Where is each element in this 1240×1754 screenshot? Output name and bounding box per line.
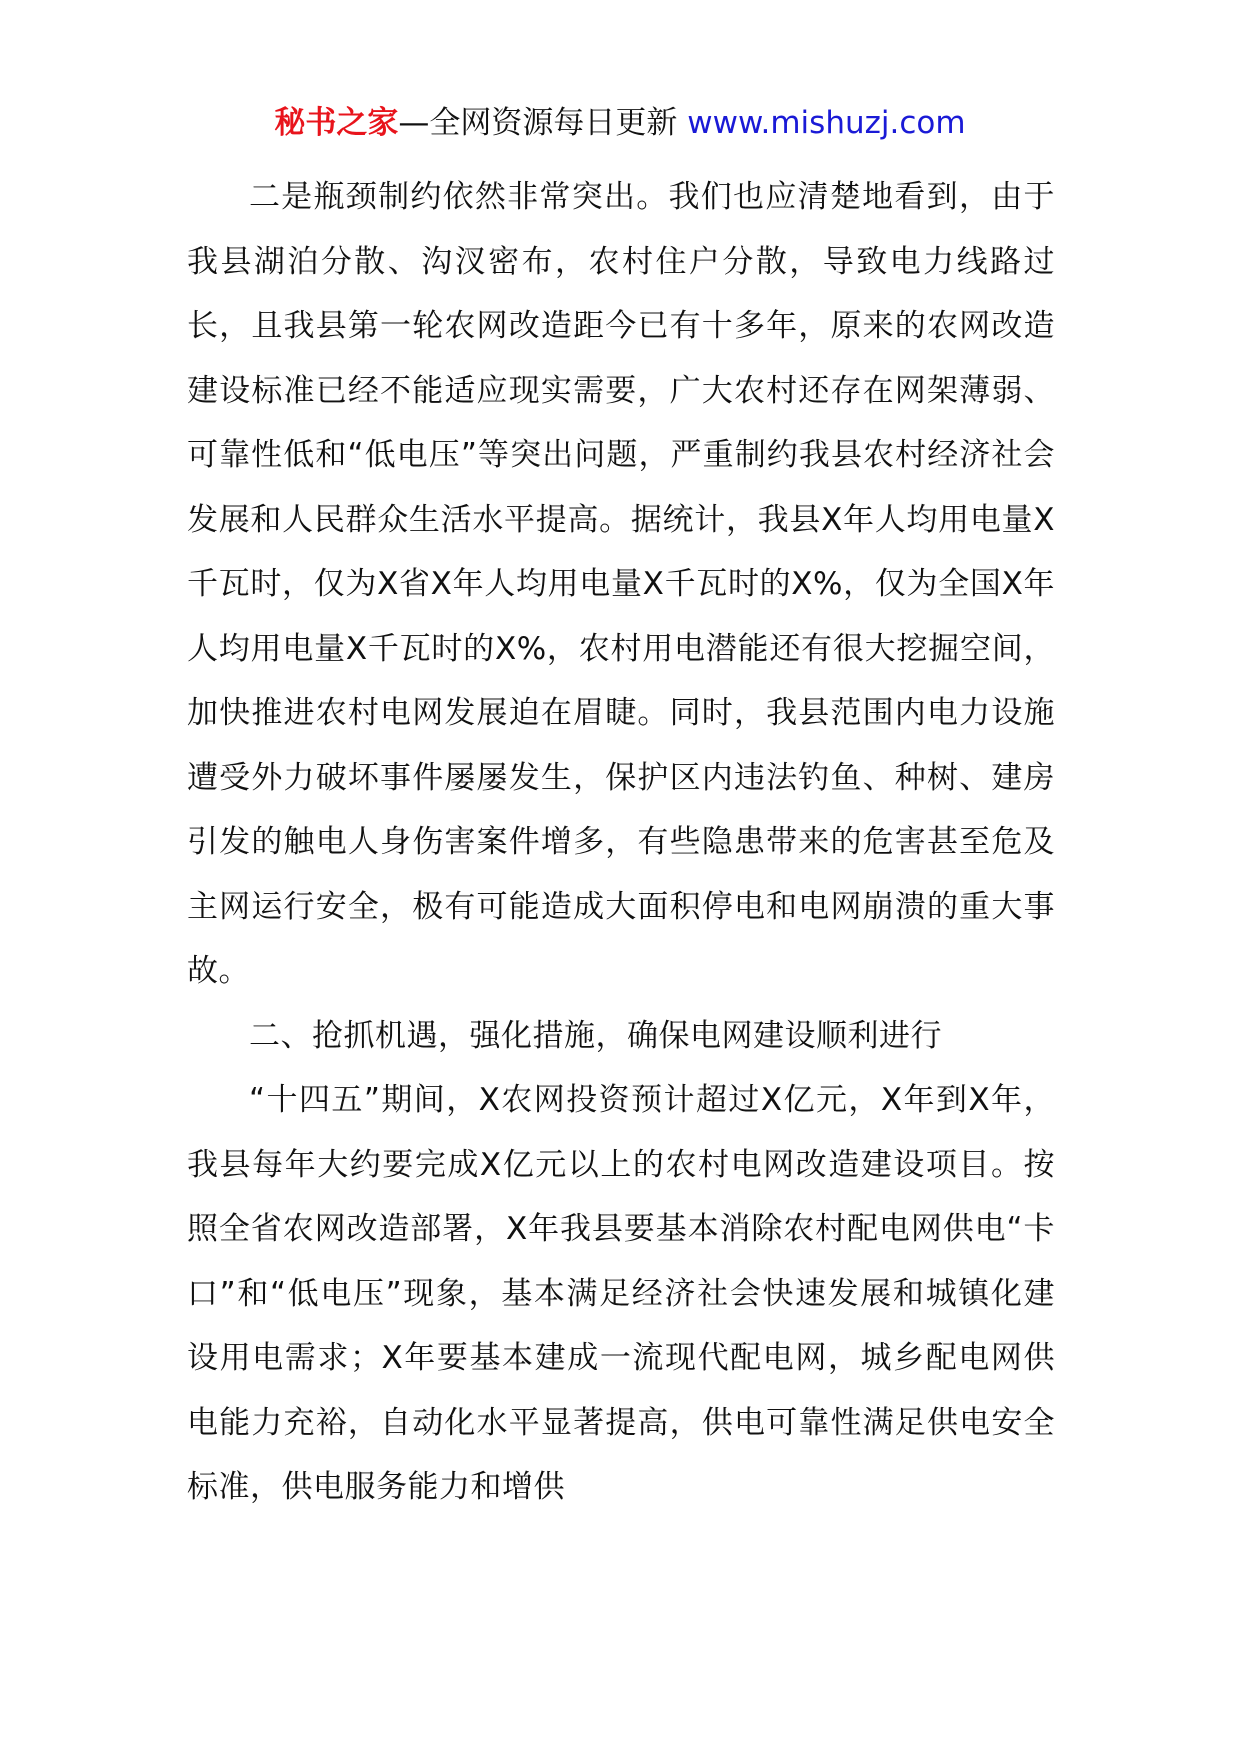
header-tagline: —全网资源每日更新 [398, 105, 678, 141]
body-paragraph: “十四五”期间，X农网投资预计超过X亿元，X年到X年，我县每年大约要完成X亿元以上的农村电网改造建设项目。按照全省农网改造部署，X年我县要基本消除农村配电网供电“卡口”和“低电压”现象，基本满足经济社会快速发展和城镇化建设用电需求；X年要基本建成一流现代配电网，城乡配电网供电能力充裕，自动化水平显著提高，供电可靠性满足供电安全标准，供电服务能力和增供 [187, 1082, 1055, 1505]
page-header [0, 100, 1240, 146]
section-heading: 二、抢抓机遇，强化措施，确保电网建设顺利进行 [249, 1017, 942, 1054]
body-paragraph: 二是瓶颈制约依然非常突出。我们也应清楚地看到，由于我县湖泊分散、沟汊密布，农村住户分散，导致电力线路过长，且我县第一轮农网改造距今已有十多年，原来的农网改造建设标准已经不能适应现实需要，广大农村还存在网架薄弱、可靠性低和“低电压”等突出问题，严重制约我县农村经济社会发展和人民群众生活水平提高。据统计，我县X年人均用电量X千瓦时，仅为X省X年人均用电量X千瓦时的X%，仅为全国X年人均用电量X千瓦时的X%，农村用电潜能还有很大挖掘空间，加快推进农村电网发展迫在眉睫。同时，我县范围内电力设施遭受外力破坏事件屡屡发生，保护区内违法钓鱼、种树、建房引发的触电人身伤害案件增多，有些隐患带来的危害甚至危及主网运行安全，极有可能造成大面积停电和电网崩溃的重大事故。 [187, 179, 1055, 989]
website-link[interactable]: www.mishuzj.com [687, 105, 966, 141]
document-body [187, 165, 1055, 1520]
brand-name: 秘书之家 [274, 105, 399, 141]
